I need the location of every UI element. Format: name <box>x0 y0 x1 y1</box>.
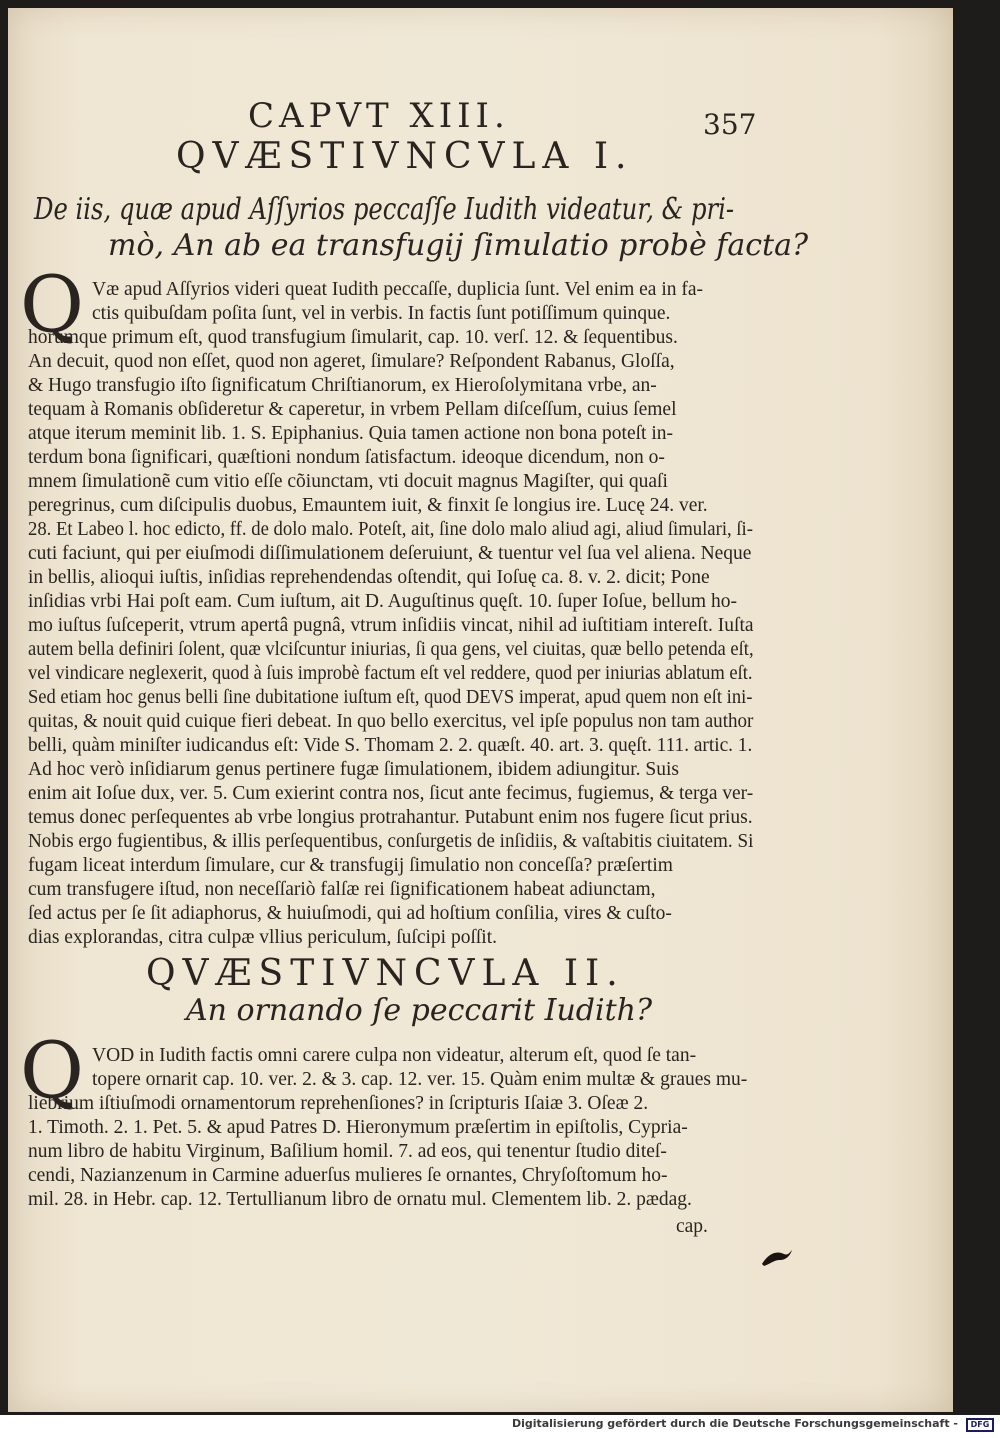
question-1-subheading-line-2: mò, An ab ea transfugij ſimulatio probè facta? <box>108 228 809 263</box>
question-2-dropcap: Q <box>20 1026 84 1116</box>
text-line: & Hugo transfugio iſto ſignificatum Chriſtianorum, ex Hieroſolymitana vrbe, an- <box>28 375 657 396</box>
text-line: Nobis ergo fugientibus, & illis perſequentibus, conſurgetis de inſidiis, & vaſtabitis ciuitatem. Si <box>28 831 754 852</box>
text-line: VOD in Iudith factis omni carere culpa non videatur, alterum eſt, quod ſe tan- <box>92 1045 697 1066</box>
text-line: ctis quibuſdam poſita ſunt, vel in verbis. In factis ſunt potiſſimum quinque. <box>92 303 671 324</box>
text-line: dias explorandas, citra culpæ vllius periculum, ſuſcipi poſſit. <box>28 927 497 948</box>
catchword: cap. <box>676 1216 708 1237</box>
question-1-subheading-line-1: De iis, quæ apud Aſſyrios peccaſſe Iudith videatur, & pri- <box>34 192 735 227</box>
text-line: quitas, & nouit quid cuique fieri debeat. In quo bello exercitus, vel ipſe populus non tam author <box>28 711 754 732</box>
text-line: atque iterum meminit lib. 1. S. Epiphanius. Quia tamen actione non bona poteſt in- <box>28 423 673 444</box>
page-number: 357 <box>703 108 757 141</box>
question-2-heading: QVÆSTIVNCVLA II. <box>146 953 625 994</box>
text-line: topere ornarit cap. 10. ver. 2. & 3. cap. 12. ver. 15. Quàm enim multæ & graues mu- <box>92 1069 748 1090</box>
running-head: CAPVT XIII. <box>248 96 510 136</box>
book-page <box>8 8 953 1412</box>
text-line: temus donec perſequentes ab vrbe longius protrahantur. Putabunt enim nos fugere ſicut prius. <box>28 807 753 828</box>
ink-blot-mark <box>760 1246 794 1268</box>
question-2-subheading: An ornando ſe peccarit Iudith? <box>186 993 653 1028</box>
question-2-body <box>28 1044 753 1212</box>
funding-credit: Digitalisierung gefördert durch die Deutsche Forschungsgemeinschaft - <box>511 1417 958 1430</box>
text-line: vel vindicare neglexerit, quod à ſuis improbè factum eſt vel reddere, quod per iniurias ablatum eſt. <box>28 663 753 684</box>
question-1-heading: QVÆSTIVNCVLA I. <box>176 136 634 177</box>
text-line: Ad hoc verò inſidiarum genus pertinere fugæ ſimulationem, ibidem adiungitur. Suis <box>28 759 679 780</box>
text-line: mil. 28. in Hebr. cap. 12. Tertullianum libro de ornatu mul. Clementem lib. 2. pædag. <box>28 1189 692 1210</box>
text-line: ſed actus per ſe ſit adiaphorus, & huiuſmodi, qui ad hoſtium conſilia, vires & cuſto- <box>28 903 672 924</box>
text-line: in bellis, alioqui iuſtis, inſidias reprehendendas oſtendit, qui Ioſuę ca. 8. v. 2. dicit; Pone <box>28 567 710 588</box>
dfg-logo: DFG <box>966 1418 994 1432</box>
text-line: cendi, Nazianzenum in Carmine aduerſus mulieres ſe ornantes, Chryſoſtomum ho- <box>28 1165 668 1186</box>
text-line: autem bella definiri ſolent, quæ vlciſcuntur iniurias, ſi qua gens, vel ciuitas, quæ bello petenda eſt, <box>28 639 754 660</box>
text-line: num libro de habitu Virginum, Baſilium homil. 7. ad eos, qui tenentur ſtudio diteſ- <box>28 1141 667 1162</box>
text-line: horumque primum eſt, quod transfugium ſimularit, cap. 10. verſ. 12. & ſequentibus. <box>28 327 678 348</box>
text-line: terdum bona ſignificari, quæſtioni nondum ſatisfactum. ideoque dicendum, non o- <box>28 447 665 468</box>
text-line: peregrinus, cum diſcipulis duobus, Emauntem iuit, & finxit ſe longius ire. Lucę 24. ver. <box>28 495 708 516</box>
text-line: enim ait Ioſue dux, ver. 5. Cum exierint contra nos, ſicut ante fecimus, fugiemus, & terga ver- <box>28 783 754 804</box>
text-line: Væ apud Aſſyrios videri queat Iudith peccaſſe, duplicia ſunt. Vel enim ea in fa- <box>92 279 704 300</box>
text-line: An decuit, quod non eſſet, quod non ageret, ſimulare? Reſpondent Rabanus, Gloſſa, <box>28 351 675 372</box>
text-line: tequam à Romanis obſideretur & caperetur, in vrbem Pellam diſceſſum, cuius ſemel <box>28 399 677 420</box>
text-line: liebrium iſtiuſmodi ornamentorum reprehenſiones? in ſcripturis Iſaiæ 3. Oſeæ 2. <box>28 1093 649 1114</box>
text-line: belli, quàm miniſter iudicandus eſt: Vide S. Thomam 2. 2. quæſt. 40. art. 3. quęſt. 111. artic. 1. <box>28 735 753 756</box>
text-line: mo iuſtus ſuſceperit, vtrum apertâ pugnâ, vtrum inſidiis vincat, nihil ad iuſtitiam intereſt. Iuſta <box>28 615 754 636</box>
footer-bar <box>0 1415 1000 1438</box>
text-line: 28. Et Labeo l. hoc edicto, ff. de dolo malo. Poteſt, ait, ſine dolo malo aliud agi, aliud ſimulari, ſi- <box>28 519 753 540</box>
text-line: cum transfugere iſtud, non neceſſariò falſæ rei ſignificationem habeat adiunctam, <box>28 879 656 900</box>
text-line: inſidias vrbi Hai poſt eam. Cum iuſtum, ait D. Auguſtinus quęſt. 10. ſuper Ioſue, bellum ho- <box>28 591 737 612</box>
text-line: fugam liceat interdum ſimulare, cur & transfugij ſimulatio non conceſſa? præſertim <box>28 855 673 876</box>
question-1-dropcap: Q <box>20 260 84 350</box>
text-line: cuti faciunt, qui per eiuſmodi diſſimulationem deſeruiunt, & tuentur vel ſua vel aliena. Neque <box>28 543 752 564</box>
question-1-body <box>28 278 753 950</box>
text-line: Sed etiam hoc genus belli ſine dubitatione iuſtum eſt, quod DEVS imperat, apud quem non eſt ini- <box>28 687 753 708</box>
text-line: mnem ſimulationẽ cum vitio eſſe cõiunctam, vti docuit magnus Magiſter, qui quaſi <box>28 471 668 492</box>
text-line: 1. Timoth. 2. 1. Pet. 5. & apud Patres D. Hieronymum præſertim in epiſtolis, Cypria- <box>28 1117 688 1138</box>
